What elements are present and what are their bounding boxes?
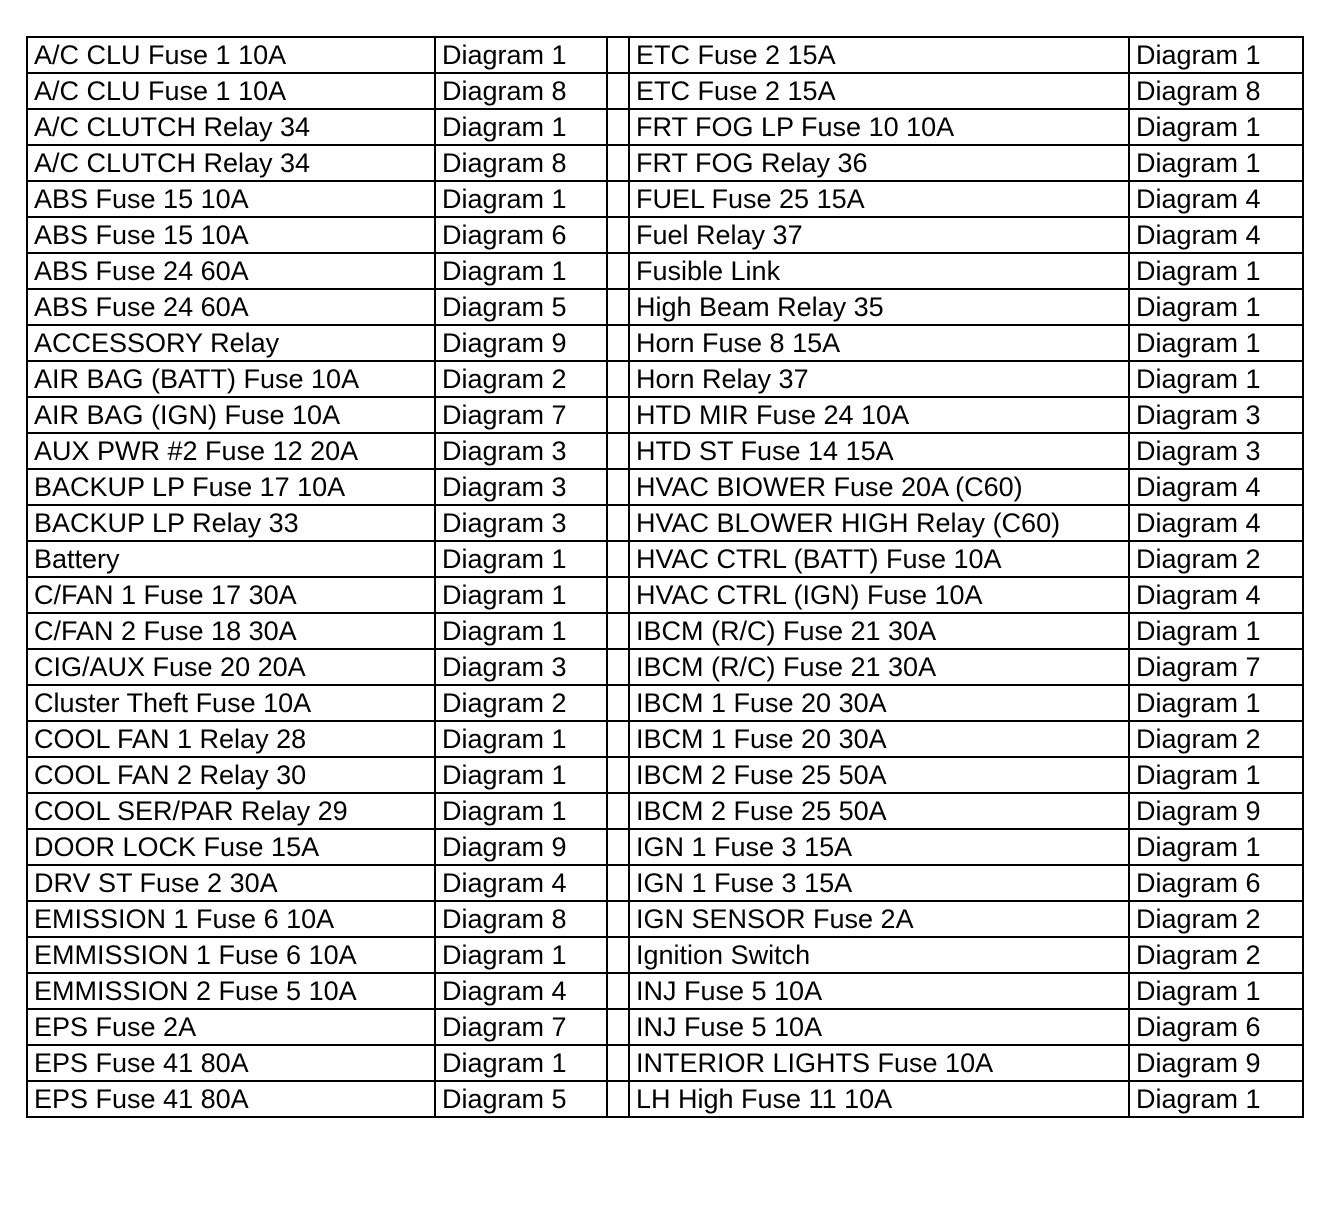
left-component-cell: Cluster Theft Fuse 10A	[27, 685, 435, 721]
column-gap-cell	[607, 397, 629, 433]
right-component-cell: INTERIOR LIGHTS Fuse 10A	[629, 1045, 1129, 1081]
column-gap-cell	[607, 613, 629, 649]
left-diagram-cell: Diagram 4	[435, 865, 607, 901]
column-gap-cell	[607, 1045, 629, 1081]
right-component-cell: High Beam Relay 35	[629, 289, 1129, 325]
left-diagram-cell: Diagram 6	[435, 217, 607, 253]
right-diagram-cell: Diagram 2	[1129, 901, 1303, 937]
left-component-cell: C/FAN 1 Fuse 17 30A	[27, 577, 435, 613]
table-row	[27, 1081, 1303, 1117]
column-gap-cell	[607, 793, 629, 829]
table-row	[27, 73, 1303, 109]
column-gap-cell	[607, 901, 629, 937]
left-component-cell: COOL FAN 2 Relay 30	[27, 757, 435, 793]
right-component-cell: ETC Fuse 2 15A	[629, 73, 1129, 109]
right-component-cell: INJ Fuse 5 10A	[629, 973, 1129, 1009]
right-diagram-cell: Diagram 1	[1129, 829, 1303, 865]
table-row	[27, 397, 1303, 433]
right-component-cell: FRT FOG LP Fuse 10 10A	[629, 109, 1129, 145]
left-diagram-cell: Diagram 1	[435, 253, 607, 289]
right-diagram-cell: Diagram 1	[1129, 685, 1303, 721]
left-diagram-cell: Diagram 4	[435, 973, 607, 1009]
table-row	[27, 541, 1303, 577]
right-diagram-cell: Diagram 1	[1129, 613, 1303, 649]
column-gap-cell	[607, 469, 629, 505]
right-component-cell: Fuel Relay 37	[629, 217, 1129, 253]
left-component-cell: AIR BAG (IGN) Fuse 10A	[27, 397, 435, 433]
table-row	[27, 865, 1303, 901]
table-row	[27, 649, 1303, 685]
column-gap-cell	[607, 685, 629, 721]
table-row	[27, 613, 1303, 649]
right-component-cell: Ignition Switch	[629, 937, 1129, 973]
left-component-cell: A/C CLUTCH Relay 34	[27, 145, 435, 181]
left-component-cell: DOOR LOCK Fuse 15A	[27, 829, 435, 865]
right-diagram-cell: Diagram 1	[1129, 757, 1303, 793]
table-row	[27, 721, 1303, 757]
left-component-cell: EMMISSION 2 Fuse 5 10A	[27, 973, 435, 1009]
column-gap-cell	[607, 325, 629, 361]
left-component-cell: A/C CLU Fuse 1 10A	[27, 73, 435, 109]
column-gap-cell	[607, 757, 629, 793]
right-component-cell: IBCM 1 Fuse 20 30A	[629, 685, 1129, 721]
table-row	[27, 757, 1303, 793]
left-component-cell: BACKUP LP Relay 33	[27, 505, 435, 541]
table-row	[27, 181, 1303, 217]
left-diagram-cell: Diagram 9	[435, 829, 607, 865]
table-row	[27, 109, 1303, 145]
column-gap-cell	[607, 541, 629, 577]
right-diagram-cell: Diagram 1	[1129, 1081, 1303, 1117]
left-component-cell: ABS Fuse 24 60A	[27, 289, 435, 325]
left-diagram-cell: Diagram 1	[435, 793, 607, 829]
right-diagram-cell: Diagram 8	[1129, 73, 1303, 109]
right-component-cell: FUEL Fuse 25 15A	[629, 181, 1129, 217]
left-diagram-cell: Diagram 1	[435, 721, 607, 757]
left-component-cell: Battery	[27, 541, 435, 577]
left-diagram-cell: Diagram 5	[435, 1081, 607, 1117]
left-diagram-cell: Diagram 3	[435, 469, 607, 505]
left-component-cell: COOL SER/PAR Relay 29	[27, 793, 435, 829]
right-diagram-cell: Diagram 6	[1129, 1009, 1303, 1045]
left-component-cell: EMMISSION 1 Fuse 6 10A	[27, 937, 435, 973]
left-diagram-cell: Diagram 5	[435, 289, 607, 325]
left-diagram-cell: Diagram 7	[435, 397, 607, 433]
left-component-cell: ABS Fuse 15 10A	[27, 217, 435, 253]
right-component-cell: Fusible Link	[629, 253, 1129, 289]
left-component-cell: ABS Fuse 24 60A	[27, 253, 435, 289]
column-gap-cell	[607, 289, 629, 325]
right-diagram-cell: Diagram 1	[1129, 145, 1303, 181]
left-diagram-cell: Diagram 1	[435, 577, 607, 613]
table-row	[27, 145, 1303, 181]
table-row	[27, 361, 1303, 397]
table-row	[27, 577, 1303, 613]
right-diagram-cell: Diagram 3	[1129, 397, 1303, 433]
left-diagram-cell: Diagram 2	[435, 685, 607, 721]
column-gap-cell	[607, 937, 629, 973]
right-diagram-cell: Diagram 7	[1129, 649, 1303, 685]
left-component-cell: A/C CLUTCH Relay 34	[27, 109, 435, 145]
column-gap-cell	[607, 109, 629, 145]
right-diagram-cell: Diagram 4	[1129, 217, 1303, 253]
right-diagram-cell: Diagram 4	[1129, 181, 1303, 217]
column-gap-cell	[607, 37, 629, 73]
right-component-cell: FRT FOG Relay 36	[629, 145, 1129, 181]
table-row	[27, 829, 1303, 865]
table-row	[27, 433, 1303, 469]
right-component-cell: HVAC BIOWER Fuse 20A (C60)	[629, 469, 1129, 505]
right-diagram-cell: Diagram 1	[1129, 109, 1303, 145]
column-gap-cell	[607, 505, 629, 541]
column-gap-cell	[607, 649, 629, 685]
left-diagram-cell: Diagram 1	[435, 613, 607, 649]
right-diagram-cell: Diagram 4	[1129, 505, 1303, 541]
table-row	[27, 37, 1303, 73]
right-diagram-cell: Diagram 1	[1129, 37, 1303, 73]
left-component-cell: AUX PWR #2 Fuse 12 20A	[27, 433, 435, 469]
right-component-cell: IGN 1 Fuse 3 15A	[629, 829, 1129, 865]
column-gap-cell	[607, 829, 629, 865]
left-component-cell: COOL FAN 1 Relay 28	[27, 721, 435, 757]
column-gap-cell	[607, 253, 629, 289]
left-diagram-cell: Diagram 1	[435, 109, 607, 145]
right-component-cell: HVAC CTRL (BATT) Fuse 10A	[629, 541, 1129, 577]
column-gap-cell	[607, 973, 629, 1009]
right-component-cell: IBCM (R/C) Fuse 21 30A	[629, 649, 1129, 685]
column-gap-cell	[607, 1009, 629, 1045]
right-diagram-cell: Diagram 1	[1129, 289, 1303, 325]
table-row	[27, 685, 1303, 721]
table-row	[27, 325, 1303, 361]
left-diagram-cell: Diagram 8	[435, 901, 607, 937]
left-component-cell: CIG/AUX Fuse 20 20A	[27, 649, 435, 685]
right-component-cell: IGN 1 Fuse 3 15A	[629, 865, 1129, 901]
right-diagram-cell: Diagram 2	[1129, 937, 1303, 973]
left-component-cell: ABS Fuse 15 10A	[27, 181, 435, 217]
left-diagram-cell: Diagram 1	[435, 937, 607, 973]
column-gap-cell	[607, 865, 629, 901]
right-diagram-cell: Diagram 1	[1129, 253, 1303, 289]
right-component-cell: ETC Fuse 2 15A	[629, 37, 1129, 73]
right-component-cell: HTD ST Fuse 14 15A	[629, 433, 1129, 469]
right-diagram-cell: Diagram 3	[1129, 433, 1303, 469]
right-diagram-cell: Diagram 2	[1129, 541, 1303, 577]
column-gap-cell	[607, 433, 629, 469]
right-component-cell: HVAC CTRL (IGN) Fuse 10A	[629, 577, 1129, 613]
column-gap-cell	[607, 577, 629, 613]
left-component-cell: EPS Fuse 41 80A	[27, 1081, 435, 1117]
right-diagram-cell: Diagram 6	[1129, 865, 1303, 901]
right-component-cell: Horn Relay 37	[629, 361, 1129, 397]
table-row	[27, 1009, 1303, 1045]
table-row	[27, 793, 1303, 829]
left-component-cell: EMISSION 1 Fuse 6 10A	[27, 901, 435, 937]
right-diagram-cell: Diagram 2	[1129, 721, 1303, 757]
fuse-relay-diagram-index-table	[26, 36, 1304, 1118]
left-diagram-cell: Diagram 7	[435, 1009, 607, 1045]
column-gap-cell	[607, 361, 629, 397]
table-row	[27, 505, 1303, 541]
left-component-cell: BACKUP LP Fuse 17 10A	[27, 469, 435, 505]
column-gap-cell	[607, 217, 629, 253]
left-diagram-cell: Diagram 2	[435, 361, 607, 397]
table-row	[27, 217, 1303, 253]
right-diagram-cell: Diagram 4	[1129, 469, 1303, 505]
table-row	[27, 973, 1303, 1009]
right-component-cell: HTD MIR Fuse 24 10A	[629, 397, 1129, 433]
right-component-cell: IBCM 2 Fuse 25 50A	[629, 793, 1129, 829]
left-diagram-cell: Diagram 1	[435, 541, 607, 577]
table-row	[27, 901, 1303, 937]
left-diagram-cell: Diagram 1	[435, 1045, 607, 1081]
left-diagram-cell: Diagram 3	[435, 433, 607, 469]
left-diagram-cell: Diagram 8	[435, 73, 607, 109]
table-row	[27, 289, 1303, 325]
right-component-cell: INJ Fuse 5 10A	[629, 1009, 1129, 1045]
left-diagram-cell: Diagram 9	[435, 325, 607, 361]
left-component-cell: EPS Fuse 41 80A	[27, 1045, 435, 1081]
left-diagram-cell: Diagram 3	[435, 505, 607, 541]
right-component-cell: LH High Fuse 11 10A	[629, 1081, 1129, 1117]
left-diagram-cell: Diagram 1	[435, 757, 607, 793]
column-gap-cell	[607, 181, 629, 217]
left-diagram-cell: Diagram 3	[435, 649, 607, 685]
table-row	[27, 1045, 1303, 1081]
column-gap-cell	[607, 145, 629, 181]
right-diagram-cell: Diagram 9	[1129, 793, 1303, 829]
right-diagram-cell: Diagram 1	[1129, 361, 1303, 397]
left-component-cell: AIR BAG (BATT) Fuse 10A	[27, 361, 435, 397]
right-component-cell: IBCM (R/C) Fuse 21 30A	[629, 613, 1129, 649]
right-diagram-cell: Diagram 1	[1129, 973, 1303, 1009]
table-row	[27, 937, 1303, 973]
left-component-cell: A/C CLU Fuse 1 10A	[27, 37, 435, 73]
right-component-cell: IBCM 1 Fuse 20 30A	[629, 721, 1129, 757]
left-diagram-cell: Diagram 1	[435, 181, 607, 217]
right-diagram-cell: Diagram 1	[1129, 325, 1303, 361]
right-diagram-cell: Diagram 4	[1129, 577, 1303, 613]
left-diagram-cell: Diagram 8	[435, 145, 607, 181]
table-body	[27, 37, 1303, 1117]
right-component-cell: Horn Fuse 8 15A	[629, 325, 1129, 361]
left-diagram-cell: Diagram 1	[435, 37, 607, 73]
column-gap-cell	[607, 721, 629, 757]
right-component-cell: IGN SENSOR Fuse 2A	[629, 901, 1129, 937]
left-component-cell: DRV ST Fuse 2 30A	[27, 865, 435, 901]
left-component-cell: C/FAN 2 Fuse 18 30A	[27, 613, 435, 649]
right-component-cell: IBCM 2 Fuse 25 50A	[629, 757, 1129, 793]
right-diagram-cell: Diagram 9	[1129, 1045, 1303, 1081]
column-gap-cell	[607, 1081, 629, 1117]
table-row	[27, 469, 1303, 505]
column-gap-cell	[607, 73, 629, 109]
right-component-cell: HVAC BLOWER HIGH Relay (C60)	[629, 505, 1129, 541]
left-component-cell: EPS Fuse 2A	[27, 1009, 435, 1045]
table-row	[27, 253, 1303, 289]
left-component-cell: ACCESSORY Relay	[27, 325, 435, 361]
